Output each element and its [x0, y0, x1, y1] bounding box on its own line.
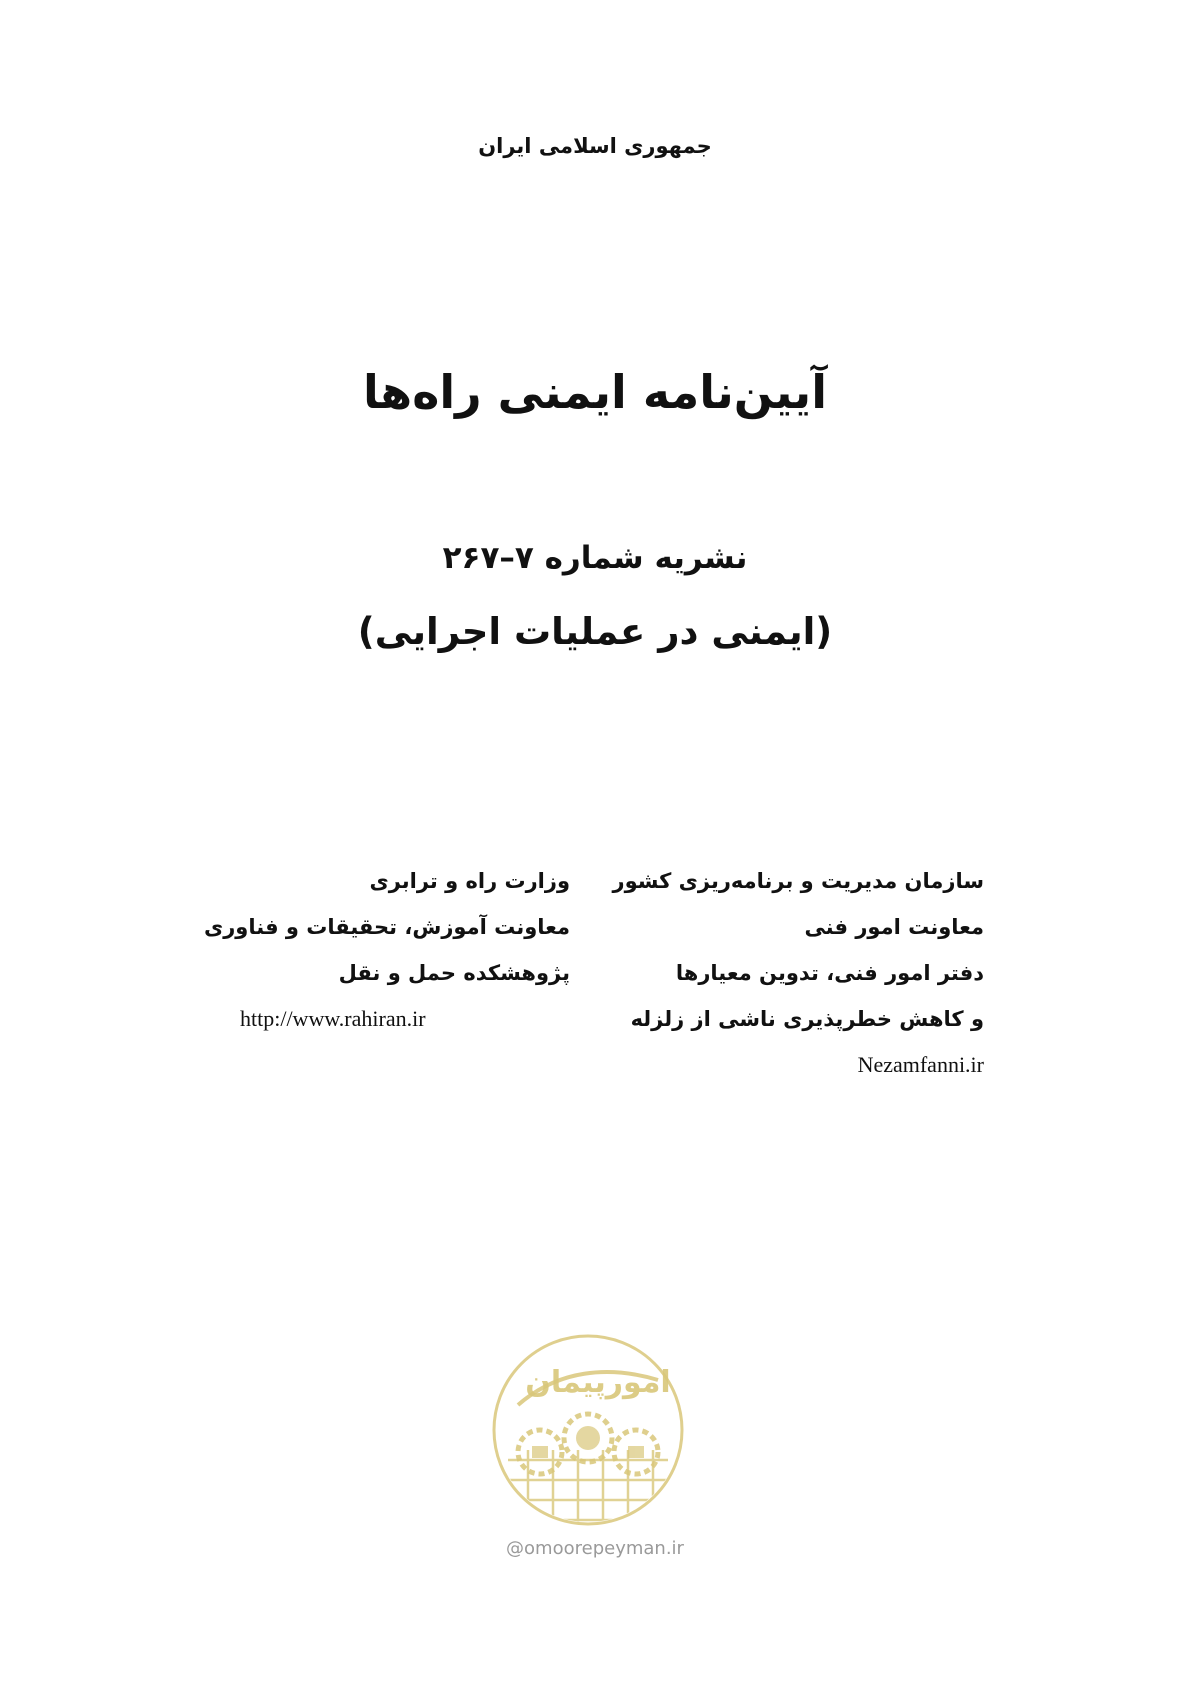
organization-block-right	[564, 858, 984, 1088]
document-title: آیین‌نامه ایمنی راه‌ها	[363, 365, 827, 419]
org-line: وزارت راه و ترابری	[369, 869, 570, 893]
org-line: دفتر امور فنی، تدوین معیارها	[675, 961, 984, 985]
logo-text: امورپیمان	[525, 1365, 671, 1400]
watermark-logo	[488, 1330, 688, 1530]
publication-number: نشریه شماره ۷–۲۶۷	[442, 540, 748, 576]
header-country: جمهوری اسلامی ایران	[478, 134, 712, 158]
org-line: سازمان مدیریت و برنامه‌ریزی کشور	[612, 869, 984, 893]
org-line: و کاهش خطرپذیری ناشی از زلزله	[630, 1007, 984, 1031]
org-line: پژوهشکده حمل و نقل	[338, 961, 570, 985]
org-url-link[interactable]: http://www.rahiran.ir	[240, 1006, 426, 1031]
org-url-link[interactable]: Nezamfanni.ir	[857, 1052, 984, 1077]
org-line: معاونت آموزش، تحقیقات و فناوری	[203, 915, 570, 939]
organization-block-left	[203, 858, 570, 1042]
org-line: معاونت امور فنی	[804, 915, 984, 939]
watermark-site: @omoorepeyman.ir	[506, 1538, 684, 1559]
document-subtitle: (ایمنی در عملیات اجرایی)	[357, 610, 833, 653]
